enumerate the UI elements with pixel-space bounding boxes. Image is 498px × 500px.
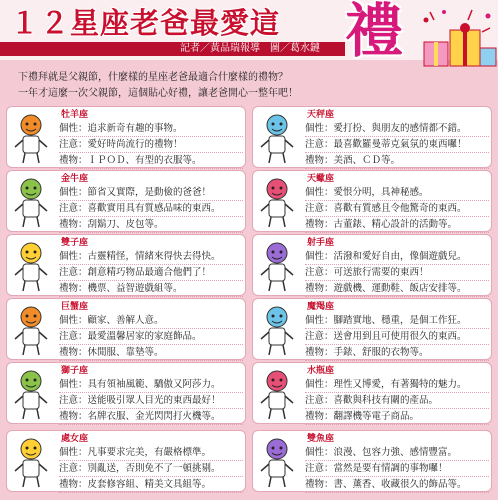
gift-line: 禮物：美酒、ＣＤ等。 xyxy=(305,153,489,169)
zodiac-character-illustration xyxy=(257,435,297,489)
zodiac-details xyxy=(305,445,489,493)
personality-line: 個性：愛打扮、與朋友的感情都不錯。 xyxy=(305,121,489,137)
zodiac-card xyxy=(252,298,492,360)
zodiac-card xyxy=(6,106,246,168)
tip-line: 注意：送能吸引眾人目光的東西最好！ xyxy=(59,393,243,409)
gift-line: 禮物：手錶、舒服的衣物等。 xyxy=(305,345,489,361)
personality-line: 個性：節省又實際，是動儉的爸爸！ xyxy=(59,185,243,201)
tip-line: 注意：別亂送，否則免不了一頓挑剔。 xyxy=(59,461,243,477)
byline: 記者／黃品瑞報導 圖／葛水鏈 xyxy=(180,43,320,54)
personality-line: 個性：腳踏實地、穩重，是個工作狂。 xyxy=(305,313,489,329)
gift-line: 禮物：皮套修容組、精美文具組等。 xyxy=(59,477,243,493)
page-title: １２星座老爸最愛這 xyxy=(10,6,281,40)
personality-line: 個性：追求新奇有趣的事物。 xyxy=(59,121,243,137)
zodiac-details xyxy=(59,377,243,425)
personality-line: 個性：理性又博愛，有著獨特的魅力。 xyxy=(305,377,489,393)
personality-line: 個性：凡事要求完美，有嚴格標準。 xyxy=(59,445,243,461)
gift-line: 禮物：ＩＰＯＤ、有型的衣服等。 xyxy=(59,153,243,169)
zodiac-sign-name: 天蠍座 xyxy=(307,174,335,184)
zodiac-details xyxy=(305,121,489,169)
personality-line: 個性：古靈精怪，情緒來得快去得快。 xyxy=(59,249,243,265)
zodiac-character-illustration xyxy=(11,175,51,229)
zodiac-details xyxy=(59,121,243,169)
zodiac-character-illustration xyxy=(11,111,51,165)
zodiac-card xyxy=(252,106,492,168)
zodiac-sign-name: 魔羯座 xyxy=(307,302,335,312)
zodiac-character-illustration xyxy=(11,303,51,357)
zodiac-sign-name: 牡羊座 xyxy=(61,110,89,120)
zodiac-card xyxy=(252,362,492,424)
zodiac-sign-name: 巨蟹座 xyxy=(61,302,89,312)
personality-line: 個性：愛恨分明，具神秘感。 xyxy=(305,185,489,201)
zodiac-card xyxy=(6,234,246,296)
tip-line: 注意：最愛溫馨居家的家庭飾品。 xyxy=(59,329,243,345)
gift-illustration xyxy=(410,2,498,74)
zodiac-sign-name: 金牛座 xyxy=(61,174,89,184)
zodiac-character-illustration xyxy=(257,175,297,229)
tip-line: 注意：當然是要有情調的事物囉！ xyxy=(305,461,489,477)
zodiac-sign-name: 水瓶座 xyxy=(307,366,335,376)
zodiac-character-illustration xyxy=(257,303,297,357)
personality-line: 個性：顧家、善解人意。 xyxy=(59,313,243,329)
personality-line: 個性：浪漫、包容力強、感情豐富。 xyxy=(305,445,489,461)
header xyxy=(0,0,498,65)
zodiac-character-illustration xyxy=(11,435,51,489)
zodiac-card xyxy=(252,234,492,296)
zodiac-card xyxy=(6,362,246,424)
tip-line: 注意：最喜歡羅曼蒂克氣氛的東西囉！ xyxy=(305,137,489,153)
zodiac-character-illustration xyxy=(257,239,297,293)
zodiac-card xyxy=(252,430,492,492)
zodiac-sign-name: 處女座 xyxy=(61,434,89,444)
gift-line: 禮物：機票、益智遊戲組等。 xyxy=(59,281,243,297)
gift-line: 禮物：翻譯機等電子商品。 xyxy=(305,409,489,425)
intro xyxy=(18,70,428,102)
zodiac-sign-name: 雙子座 xyxy=(61,238,89,248)
zodiac-details xyxy=(305,313,489,361)
zodiac-character-illustration xyxy=(257,367,297,421)
tip-line: 注意：喜歡實用具有質感品味的東西。 xyxy=(59,201,243,217)
zodiac-details xyxy=(59,249,243,297)
intro-line-1: 下禮拜就是父親節，什麼樣的星座老爸最適合什麼樣的禮物？ xyxy=(18,72,288,83)
title-big-character: 禮 xyxy=(344,0,403,65)
tip-line: 注意：喜歡與科技有關的產品。 xyxy=(305,393,489,409)
zodiac-details xyxy=(305,249,489,297)
credit-bar xyxy=(0,42,345,56)
zodiac-details xyxy=(59,185,243,233)
gift-line: 禮物：休閒服、靠墊等。 xyxy=(59,345,243,361)
tip-line: 注意：愛好時尚流行的禮物！ xyxy=(59,137,243,153)
zodiac-character-illustration xyxy=(11,367,51,421)
gift-line: 禮物：刮鬍刀、皮包等。 xyxy=(59,217,243,233)
gift-line: 禮物：遊戲機、運動鞋、飯店安排等。 xyxy=(305,281,489,297)
zodiac-details xyxy=(305,377,489,425)
intro-line-2: 一年才這麼一次父親節，這個貼心好禮，讓老爸開心一整年吧！ xyxy=(18,88,298,99)
zodiac-card xyxy=(6,170,246,232)
zodiac-sign-name: 雙魚座 xyxy=(307,434,335,444)
tip-line: 注意：可送旅行需要的東西！ xyxy=(305,265,489,281)
zodiac-details xyxy=(59,445,243,493)
zodiac-card xyxy=(6,298,246,360)
zodiac-details xyxy=(59,313,243,361)
zodiac-character-illustration xyxy=(11,239,51,293)
gift-line: 禮物：名牌衣服、金光閃閃打火機等。 xyxy=(59,409,243,425)
zodiac-details xyxy=(305,185,489,233)
zodiac-card xyxy=(6,430,246,492)
tip-line: 注意：送會用到且可使用很久的東西。 xyxy=(305,329,489,345)
zodiac-character-illustration xyxy=(257,111,297,165)
tip-line: 注意：創意精巧物品最適合他們了！ xyxy=(59,265,243,281)
zodiac-sign-name: 天秤座 xyxy=(307,110,335,120)
zodiac-sign-name: 獅子座 xyxy=(61,366,89,376)
gift-line: 禮物：書、薰香、收藏很久的飾品等。 xyxy=(305,477,489,493)
gift-line: 禮物：古董錶、精心設計的活動等。 xyxy=(305,217,489,233)
zodiac-card xyxy=(252,170,492,232)
personality-line: 個性：活潑和愛好自由，像個遊戲兒。 xyxy=(305,249,489,265)
tip-line: 注意：喜歡有質感且令他驚奇的東西。 xyxy=(305,201,489,217)
zodiac-sign-name: 射手座 xyxy=(307,238,335,248)
personality-line: 個性：具有領袖風範、驕傲又阿莎力。 xyxy=(59,377,243,393)
